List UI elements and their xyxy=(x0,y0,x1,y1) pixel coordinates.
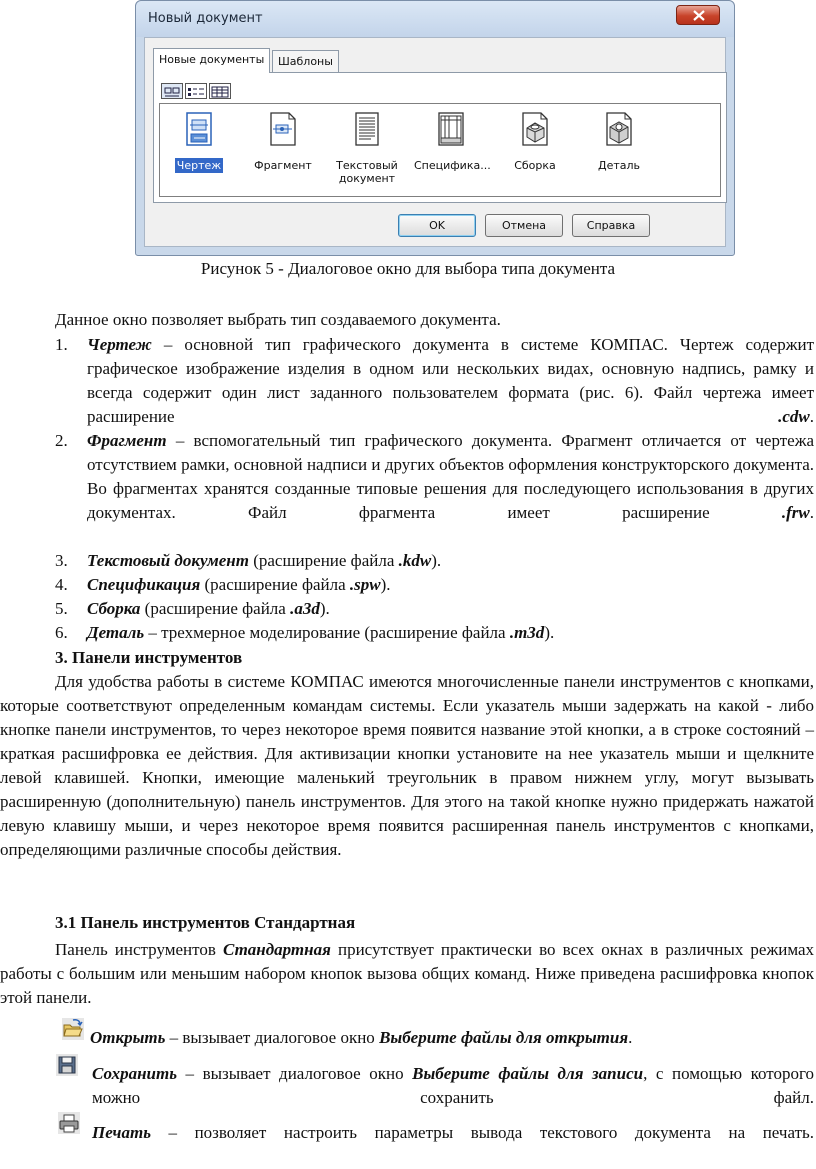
figure-caption: Рисунок 5 - Диалоговое окно для выбора типа документа xyxy=(200,259,616,278)
intro-paragraph: Данное окно позволяет выбрать тип создаваемого документа. xyxy=(55,310,501,329)
list-item-text xyxy=(87,573,391,597)
tab-templates[interactable]: Шаблоны xyxy=(272,50,339,72)
ext-kdw: .kdw xyxy=(398,551,432,570)
doc-type-text-document[interactable] xyxy=(328,110,406,186)
cancel-button[interactable]: Отмена xyxy=(485,214,563,237)
drawing-icon xyxy=(179,110,219,150)
list-view-button[interactable] xyxy=(209,83,231,99)
punct: ). xyxy=(431,551,442,570)
small-icons-view-button[interactable] xyxy=(185,83,207,99)
large-icons-view-button[interactable] xyxy=(161,83,183,99)
close-button[interactable] xyxy=(676,5,720,25)
doc-type-label: Деталь xyxy=(597,159,641,172)
list-item-text xyxy=(87,333,814,429)
section-3-paragraph: Для удобства работы в системе КОМПАС имеются многочисленные панели инструментов с кнопками, которые соответствуют определенным командам системы. Если указатель мыши задержать на какой - либо кнопке панели инструментов, то через некоторое время появится название этой кнопки, а в строке состояний – краткая расшифровка ее действия. Для активизации кнопки установите на нее указатель мыши и щелкните левой клавишей. Кнопки, имеющие маленький треугольник в правом нижнем углу, могут вызывать расширенную (дополнительную) панель инструментов. Для этого на такой кнопке нужно придержать нажатой левую клавишу мыши, и через некоторое время появится расширенная панель инструментов с кнопками, определяющими различные способы действия. xyxy=(0,672,814,859)
term-drawing: Чертеж xyxy=(87,335,152,354)
term-print: Печать xyxy=(92,1123,151,1142)
doc-type-label: Чертеж xyxy=(176,159,222,172)
text: , с помощью которого можно сохранить файл. xyxy=(92,1064,815,1107)
help-button[interactable]: Справка xyxy=(572,214,650,237)
doc-type-label: Сборка xyxy=(514,159,556,172)
term-assembly: Сборка xyxy=(87,599,141,618)
ext-m3d: .m3d xyxy=(509,623,545,642)
text-document-icon xyxy=(347,110,387,150)
text: – вызывает диалоговое окно xyxy=(177,1064,413,1083)
doc-type-specification[interactable] xyxy=(412,110,490,173)
dialog-name: Выберите файлы для открытия xyxy=(379,1028,629,1047)
description: (расширение файла xyxy=(140,599,291,618)
punct: ). xyxy=(319,599,330,618)
small-icons-icon xyxy=(186,85,206,99)
list-item-text xyxy=(87,549,441,573)
assembly-icon xyxy=(515,110,555,150)
section-3-heading: 3. Панели инструментов xyxy=(55,648,243,667)
save-description xyxy=(0,1062,814,1110)
ok-button[interactable]: OK xyxy=(398,214,476,237)
punct: . xyxy=(628,1028,633,1047)
list-number: 4. xyxy=(55,575,68,594)
text: – вызывает диалоговое окно xyxy=(165,1028,380,1047)
ext-cdw: .cdw xyxy=(778,407,810,426)
ext-spw: .spw xyxy=(349,575,381,594)
section-3-1-paragraph xyxy=(0,938,814,1010)
term-text-document: Текстовый документ xyxy=(87,551,249,570)
punct: ). xyxy=(544,623,555,642)
punct: . xyxy=(809,407,814,426)
section-3-1-heading: 3.1 Панель инструментов Стандартная xyxy=(55,913,356,932)
dialog-title: Новый документ xyxy=(148,11,263,26)
dialog-name: Выберите файлы для записи xyxy=(412,1064,644,1083)
doc-type-fragment[interactable] xyxy=(244,110,322,173)
list-number: 1. xyxy=(55,335,68,354)
list-item-text xyxy=(87,621,554,645)
doc-type-label: Текстовый документ xyxy=(336,159,398,185)
doc-type-assembly[interactable] xyxy=(496,110,574,173)
list-item-text xyxy=(87,429,814,525)
list-item-text xyxy=(87,597,330,621)
term-standard: Стандартная xyxy=(222,940,331,959)
open-folder-icon xyxy=(62,1018,84,1040)
punct: ). xyxy=(380,575,391,594)
term-part: Деталь xyxy=(87,623,145,642)
fragment-icon xyxy=(263,110,303,150)
doc-type-label: Фрагмент xyxy=(254,159,312,172)
punct: . xyxy=(809,503,814,522)
term-save: Сохранить xyxy=(92,1064,177,1083)
text: Панель инструментов xyxy=(55,940,223,959)
tab-new-documents[interactable]: Новые документы xyxy=(153,48,270,73)
text: – позволяет настроить параметры вывода текстового документа на печать. xyxy=(150,1123,814,1142)
list-number: 6. xyxy=(55,623,68,642)
print-description xyxy=(0,1121,814,1145)
list-number: 5. xyxy=(55,599,68,618)
part-icon xyxy=(599,110,639,150)
description: (расширение файла xyxy=(248,551,399,570)
term-fragment: Фрагмент xyxy=(87,431,167,450)
doc-type-drawing[interactable] xyxy=(160,110,238,173)
new-document-dialog xyxy=(135,0,735,256)
text: присутствует практически во всех окнах в различных режимах работы с большим или меньшим набором кнопок вызова общих команд. Ниже приведена расшифровка кнопок этой панели. xyxy=(0,940,815,1007)
doc-type-part[interactable] xyxy=(580,110,658,173)
new-documents-panel xyxy=(153,72,727,203)
term-open: Открыть xyxy=(90,1028,166,1047)
close-icon xyxy=(693,10,705,21)
list-number: 2. xyxy=(55,431,68,450)
list-icon xyxy=(210,85,230,99)
ext-a3d: .a3d xyxy=(290,599,320,618)
description: – трехмерное моделирование (расширение файла xyxy=(144,623,510,642)
description: (расширение файла xyxy=(200,575,350,594)
description: – вспомогательный тип графического документа. Фрагмент отличается от чертежа отсутствием рамки, основной надписи и других объектов оформления конструкторского документа. Во фрагментах хранятся созданные типовые решения для последующего использования в других документах. Файл фрагмента имеет расширение xyxy=(87,431,814,522)
large-icons-icon xyxy=(162,85,182,99)
specification-icon xyxy=(431,110,471,150)
dialog-client xyxy=(144,37,726,247)
list-number: 3. xyxy=(55,551,68,570)
doc-type-label: Специфика... xyxy=(414,159,491,172)
open-description xyxy=(90,1026,632,1050)
dialog-titlebar xyxy=(136,1,734,37)
description: – основной тип графического документа в системе КОМПАС. Чертеж содержит графическое изображение изделия в одном или нескольких видах, основную надпись, рамку и всегда содержит один лист заданного пользователем формата (рис. 6). Файл чертежа имеет расширение xyxy=(87,335,814,426)
document-type-list xyxy=(159,103,721,197)
term-specification: Спецификация xyxy=(87,575,201,594)
ext-frw: .frw xyxy=(781,503,810,522)
